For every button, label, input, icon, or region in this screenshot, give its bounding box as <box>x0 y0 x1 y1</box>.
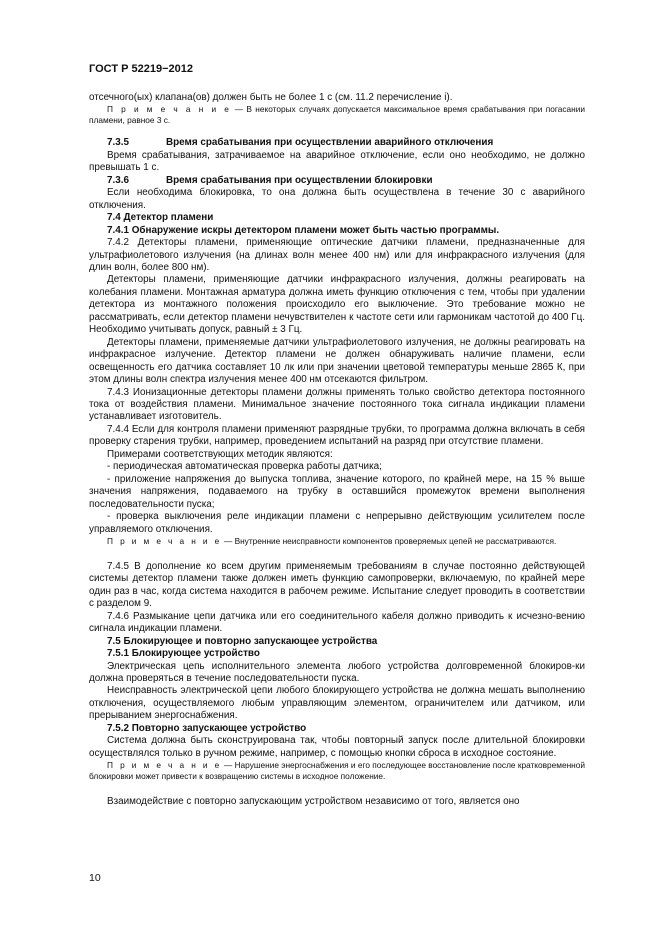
paragraph: отсечного(ых) клапана(ов) должен быть не более 1 с (см. 11.2 перечисление i). <box>89 92 453 103</box>
note <box>89 104 585 126</box>
paragraph: Время срабатывания, затрачиваемое на аварийное отключение, если оно необходимо, не должно превышать 1 с. <box>89 149 585 174</box>
paragraph-7-4-2: 7.4.2 Детекторы пламени, применяющие оптические датчики пламени, предназначенные для ультрафиолетового излучения (на длинах волн менее 400 нм) или для инфракрасного излучения (для длин волн, более 800 нм). <box>89 237 585 273</box>
paragraph: Взаимодействие с повторно запускающим устройством независимо от того, является оно <box>107 796 520 808</box>
paragraph: Система должна быть сконструирована так, чтобы повторный запуск после длительной блокировки осуществлялся только в ручном режиме, например, с помощью кнопки сброса в исходное состояние. <box>89 735 585 759</box>
paragraph: Детекторы пламени, применяемые датчики ультрафиолетового излучения, не должны реагировать на инфракрасное излучение. Детектор пламени не должен обнаруживать наличие пламени, если освещенность его датчика составляет 10 лк или при значении цветовой температуры меньше 2865 К, при этом длины волн спектра излучения менее 400 нм отсекаются фильтром. <box>89 336 585 386</box>
note <box>89 536 585 547</box>
note <box>89 760 585 782</box>
paragraph-7-4-4: 7.4.4 Если для контроля пламени применяют разрядные трубки, то программа должна включать в себя проверку старения трубки, например, проведением испытаний на разряд при отсутствие пламени. <box>89 423 585 448</box>
paragraph: Электрическая цепь исполнительного элемента любого устройства долговременной блокиров-ки должна проверяться в течение последовательности пуска. <box>89 660 585 685</box>
section-heading-7-5: 7.5 Блокирующее и повторно запускающее устройства <box>107 635 378 647</box>
section-heading-7-4-1: 7.4.1 Обнаружение искры детектором пламени может быть частью программы. <box>107 224 500 236</box>
section-number: 7.3.5 <box>107 137 129 149</box>
paragraph-7-4-3: 7.4.3 Ионизационные детекторы пламени должны применять только свойство детектора постоянного тока от воздействия пламени. Минимальное значение постоянного тока сигнала индикации пламени устанавливает изготовитель. <box>89 386 585 423</box>
section-heading-7-3-6 <box>89 175 585 187</box>
note-text: — Внутренние неисправности компонентов проверяемых цепей не рассматриваются. <box>221 535 557 546</box>
paragraph: Если необходима блокировка, то она должна быть осуществлена в течение 30 с аварийного отключения. <box>89 187 585 211</box>
note-label: П р и м е ч а н и е <box>107 760 222 771</box>
section-title: Время срабатывания при осуществлении блокировки <box>166 174 433 186</box>
section-number: 7.3.6 <box>107 174 129 186</box>
section-heading-7-5-2: 7.5.2 Повторно запускающее устройство <box>107 722 307 734</box>
paragraph: Примерами соответствующих методик являются: <box>107 448 333 460</box>
list-item: - периодическая автоматическая проверка работы датчика; <box>107 461 382 473</box>
section-heading-7-3-5 <box>89 137 585 149</box>
list-item: - приложение напряжения до выпуска топлива, значение которого, по крайней мере, на 15 % выше значения напряжения, подаваемого на трубку в оставшийся промежуток времени выполнения последовательности пуска; <box>89 473 585 510</box>
note-label: П р и м е ч а н и е <box>107 104 232 115</box>
document-header: ГОСТ Р 52219−2012 <box>89 63 193 75</box>
list-item: - проверка выключения реле индикации пламени с непрерывно действующим усилителем после управляемого отключения. <box>89 511 585 535</box>
page-number: 10 <box>89 872 101 884</box>
section-heading-7-5-1: 7.5.1 Блокирующее устройство <box>107 648 260 660</box>
note-text: — Нарушение энергоснабжения и его последующее восстановление после кратковременной блокировки может привести к возвращению системы в исходное положение. <box>89 760 586 782</box>
paragraph: Детекторы пламени, применяющие датчики инфракрасного излучения, должны реагировать на колебания пламени. Монтажная арматура должна иметь функцию отключения с тем, чтобы при удалении детектора из монтажного положения происходило его выключение. Это требование можно не рассматривать, если детектор пламени нечувствителен к частоте сети или гармоникам частотой до 400 Гц. Необходимо учитывать допуск, равный ± 3 Гц. <box>89 274 585 336</box>
note-text: — В некоторых случаях допускается максимальное время срабатывания при погасании пламени, равное 3 с. <box>89 104 585 126</box>
paragraph-7-4-5: 7.4.5 В дополнение ко всем другим применяемым требованиям в случае постоянно действующей системы детектор пламени также должен иметь функцию самопроверки, включаемую, по крайней мере один раз в час, когда система находится в рабочем режиме. Испытание следует проводить в соответствии с разделом 9. <box>89 560 585 610</box>
paragraph-7-4-6: 7.4.6 Размыкание цепи датчика или его соединительного кабеля должно приводить к исчезно-вению сигнала индикации пламени. <box>89 610 585 635</box>
paragraph: Неисправность электрической цепи любого блокирующего устройства не должна мешать выполнению отключения, осуществляемого любым управляющим элементом, ограничителем или датчиком, или прерыванием энергоснабжения. <box>89 685 585 722</box>
section-title: Время срабатывания при осуществлении аварийного отключения <box>166 137 494 149</box>
document-body <box>89 92 585 809</box>
section-heading-7-4: 7.4 Детектор пламени <box>107 212 214 224</box>
note-label: П р и м е ч а н и е <box>107 535 222 546</box>
